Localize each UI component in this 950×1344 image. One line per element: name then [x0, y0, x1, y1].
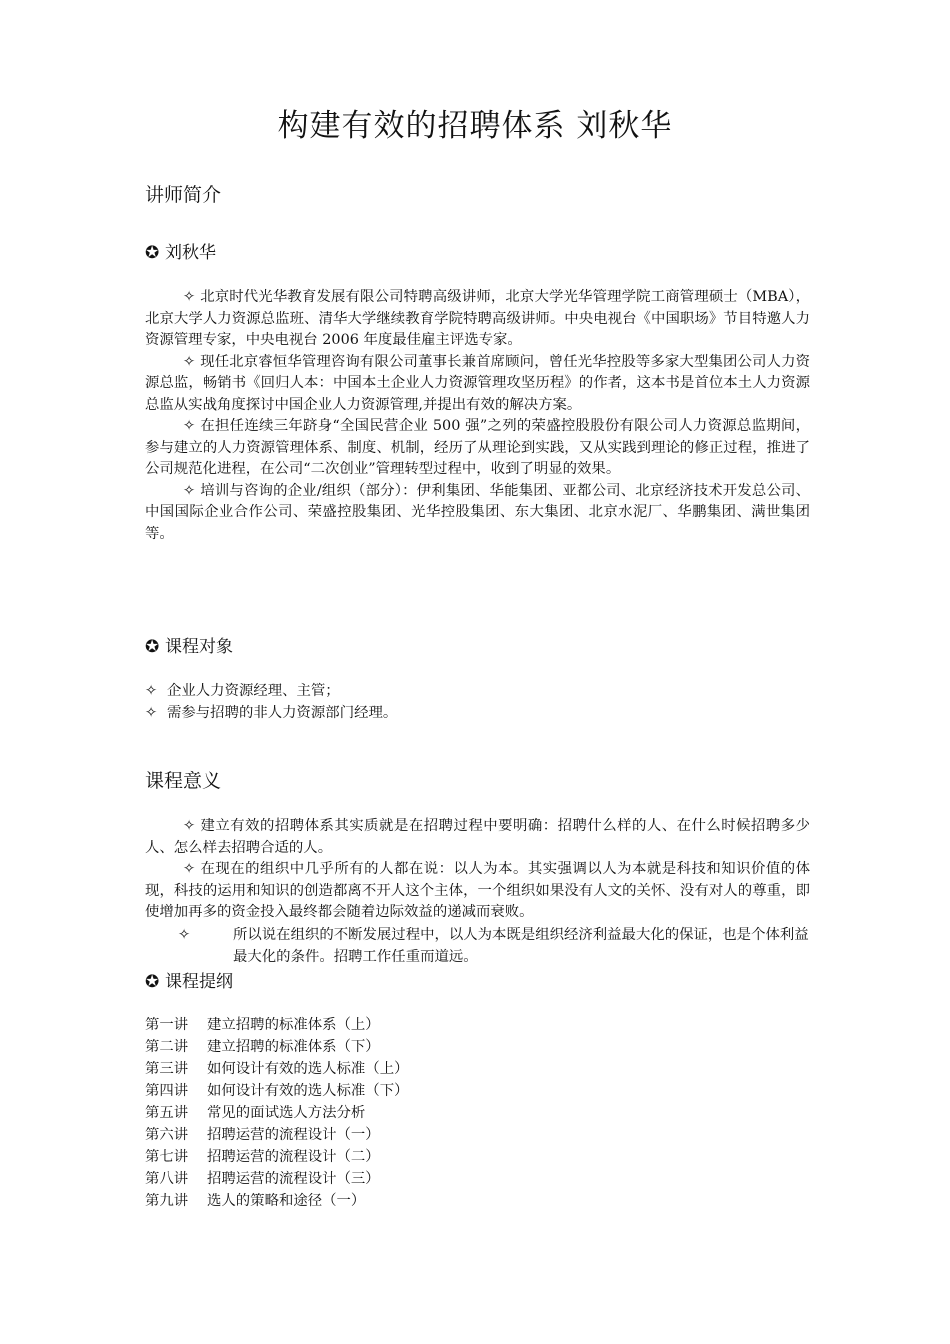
list-item: 第二讲 建立招聘的标准体系（下） — [145, 1039, 380, 1055]
list-item: 第一讲 建立招聘的标准体系（上） — [145, 1017, 380, 1033]
diamond-bullet-icon: ✧ — [183, 861, 196, 877]
section-heading-outline: ✪ 课程提纲 — [145, 972, 233, 992]
diamond-bullet-icon: ✧ — [145, 683, 158, 699]
intro-paragraph: ✧ 北京时代光华教育发展有限公司特聘高级讲师，北京大学光华管理学院工商管理硕士（MBA），北京大学人力资源总监班、清华大学继续教育学院特聘高级讲师。中央电视台《中国职场》节目特邀人力资源管理专家，中央电视台 2006 年度最佳雇主评选专家。 — [145, 289, 810, 348]
section-heading-intro: 讲师简介 — [145, 184, 222, 206]
lecturer-name-heading — [145, 238, 216, 263]
audience-list — [145, 681, 397, 724]
intro-paragraphs — [145, 287, 810, 545]
list-item: 第八讲 招聘运营的流程设计（三） — [145, 1171, 380, 1187]
meaning-paragraph: ✧ 在现在的组织中几乎所有的人都在说：以人为本。其实强调以人为本就是科技和知识价值的体现，科技的运用和知识的创造都离不开人这个主体，一个组织如果没有人文的关怀、没有对人的尊重，即使增加再多的资金投入最终都会随着边际效益的递减而衰败。 — [145, 861, 810, 920]
intro-paragraph: ✧ 现任北京睿恒华管理咨询有限公司董事长兼首席顾问，曾任光华控股等多家大型集团公司人力资源总监，畅销书《回归人本：中国本土企业人力资源管理攻坚历程》的作者，这本书是首位本土人力资源总监从实战角度探讨中国企业人力资源管理,并提出有效的解决方案。 — [145, 353, 810, 413]
diamond-bullet-icon: ✧ — [145, 704, 158, 721]
star-bullet-icon: ✪ — [145, 637, 160, 657]
diamond-bullet-icon: ✧ — [183, 482, 196, 499]
list-item: ✧ 企业人力资源经理、主管； — [145, 681, 397, 703]
meaning-paragraphs — [145, 816, 810, 924]
list-item: 第四讲 如何设计有效的选人标准（下） — [145, 1083, 409, 1099]
diamond-bullet-icon: ✧ — [178, 927, 191, 943]
star-bullet-icon: ✪ — [145, 243, 160, 263]
meaning-paragraph: ✧ 建立有效的招聘体系其实质就是在招聘过程中要明确：招聘什么样的人、在什么时候招聘多少人、怎么样去招聘合适的人。 — [145, 818, 810, 856]
diamond-bullet-icon: ✧ — [183, 818, 196, 834]
star-bullet-icon: ✪ — [145, 972, 160, 992]
section-heading-meaning: 课程意义 — [145, 770, 222, 792]
diamond-bullet-icon: ✧ — [183, 289, 196, 305]
diamond-bullet-icon: ✧ — [183, 353, 196, 370]
list-item: 第五讲 常见的面试选人方法分析 — [145, 1105, 366, 1121]
diamond-bullet-icon: ✧ — [183, 418, 196, 434]
intro-paragraph: ✧ 培训与咨询的企业/组织（部分）：伊利集团、华能集团、亚都公司、北京经济技术开发总公司、中国国际企业合作公司、荣盛控股集团、光华控股集团、东大集团、北京水泥厂、华鹏集团、满世集团等。 — [145, 482, 810, 542]
list-item: ✧ 需参与招聘的非人力资源部门经理。 — [145, 703, 397, 725]
lecturer-name: 刘秋华 — [165, 243, 216, 263]
intro-paragraph: ✧ 在担任连续三年跻身“全国民营企业 500 强”之列的荣盛控股股份有限公司人力资源总监期间，参与建立的人力资源管理体系、制度、机制，经历了从理论到实践，又从实践到理论的修正过程，推进了公司规范化进程，在公司“二次创业”管理转型过程中，收到了明显的效果。 — [145, 418, 810, 477]
lecture-list — [145, 1014, 408, 1212]
meaning-hanging-paragraph: ✧ 所以说在组织的不断发展过程中，以人为本既是组织经济利益最大化的保证，也是个体利益最大化的条件。招聘工作任重而道远。 — [178, 927, 809, 965]
list-item: 第三讲 如何设计有效的选人标准（上） — [145, 1061, 409, 1077]
section-heading-audience: ✪ 课程对象 — [145, 637, 233, 657]
list-item: 第六讲 招聘运营的流程设计（一） — [145, 1127, 380, 1143]
document-title: 构建有效的招聘体系 刘秋华 — [277, 108, 673, 144]
list-item: 第九讲 选人的策略和途径（一） — [145, 1193, 366, 1209]
list-item: 第七讲 招聘运营的流程设计（二） — [145, 1149, 380, 1165]
